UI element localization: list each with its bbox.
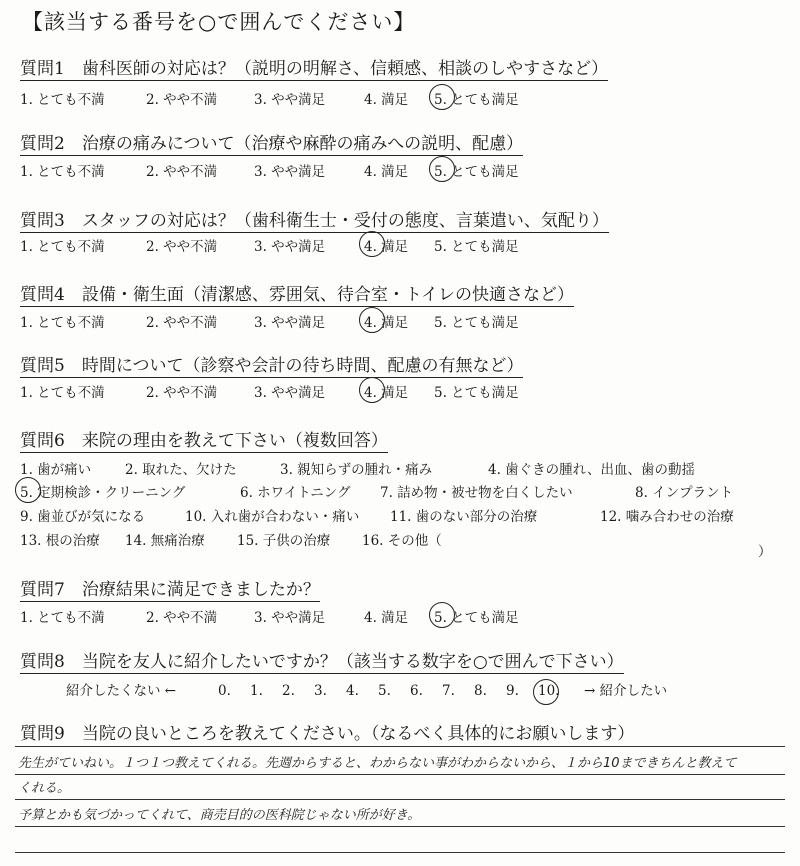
q4-option-1[interactable]: 1. とても不満 — [20, 315, 105, 331]
q8-score-1[interactable]: 1. — [250, 683, 263, 699]
q9-answer-line-2[interactable]: くれる。 — [18, 781, 71, 796]
q7-option-5-selected[interactable]: 5. とても満足 — [434, 606, 519, 626]
q8-score-6[interactable]: 6. — [410, 683, 423, 699]
q6-option-11[interactable]: 11. 歯のない部分の治療 — [390, 509, 538, 525]
q9-answer-line-1[interactable]: 先生がていねい。１つ１つ教えてくれる。先週からすると、わからない事がわからないから、１から10まできちんと教えて — [18, 756, 737, 771]
question-4-options — [20, 311, 519, 331]
q6-row-3 — [20, 505, 734, 525]
q9-answer-line-3[interactable]: 予算とかも気づかってくれて、商売目的の医科院じゃない所が好き。 — [18, 808, 421, 823]
q6-option-15[interactable]: 15. 子供の治療 — [237, 533, 331, 549]
answer-line-2 — [15, 774, 785, 775]
page-title: 【該当する番号を○で囲んでください】 — [22, 10, 416, 34]
question-3-options — [20, 235, 519, 255]
q8-score-10-selected[interactable]: 10. — [538, 683, 584, 699]
q3-option-3[interactable]: 3. やや満足 — [254, 239, 326, 255]
question-5-options — [20, 381, 519, 401]
q7-option-3[interactable]: 3. やや満足 — [254, 610, 326, 626]
q6-option-10[interactable]: 10. 入れ歯が合わない・痛い — [185, 509, 360, 525]
q2-option-2[interactable]: 2. やや不満 — [146, 164, 218, 180]
q6-row-2 — [20, 481, 733, 501]
q3-option-1[interactable]: 1. とても不満 — [20, 239, 105, 255]
q8-scale — [66, 679, 667, 699]
q1-option-2[interactable]: 2. やや不満 — [146, 92, 218, 108]
q6-option-1[interactable]: 1. 歯が痛い — [20, 462, 92, 478]
question-1-label: 質問1 歯科医師の対応は？（説明の明解さ、信頼感、相談のしやすさなど） — [20, 54, 608, 81]
question-8-label: 質問8 当院を友人に紹介したいですか？（該当する数字を○で囲んで下さい） — [20, 647, 624, 674]
q4-option-3[interactable]: 3. やや満足 — [254, 315, 326, 331]
q8-score-5[interactable]: 5. — [378, 683, 391, 699]
q8-score-0[interactable]: 0. — [218, 683, 231, 699]
q6-option-4[interactable]: 4. 歯ぐきの腫れ、出血、歯の動揺 — [488, 462, 695, 478]
q3-option-2[interactable]: 2. やや不満 — [146, 239, 218, 255]
q5-option-1[interactable]: 1. とても不満 — [20, 385, 105, 401]
q6-row-1 — [20, 458, 695, 478]
q5-option-3[interactable]: 3. やや満足 — [254, 385, 326, 401]
q6-option-16[interactable]: 16. その他（ — [362, 533, 442, 549]
q3-option-4-selected[interactable]: 4. 満足 — [364, 235, 434, 255]
q8-score-8[interactable]: 8. — [474, 683, 487, 699]
q8-left-label: 紹介したくない ← — [66, 683, 177, 699]
question-3-label: 質問3 スタッフの対応は？（歯科衛生士・受付の態度、言葉遣い、気配り） — [20, 206, 609, 233]
question-2-label: 質問2 治療の痛みについて（治療や麻酔の痛みへの説明、配慮） — [20, 129, 523, 156]
q8-score-7[interactable]: 7. — [442, 683, 455, 699]
question-7-options — [20, 606, 519, 626]
q6-option-6[interactable]: 6. ホワイトニング — [240, 485, 351, 501]
q3-option-5[interactable]: 5. とても満足 — [434, 239, 519, 255]
answer-line-4 — [15, 826, 785, 827]
question-5-label: 質問5 時間について（診察や会計の待ち時間、配慮の有無など） — [20, 351, 523, 378]
q1-option-3[interactable]: 3. やや満足 — [254, 92, 326, 108]
q5-option-2[interactable]: 2. やや不満 — [146, 385, 218, 401]
q6-option-7[interactable]: 7. 詰め物・被せ物を白くしたい — [380, 485, 573, 501]
answer-line-3 — [15, 799, 785, 800]
q6-row-4 — [20, 529, 442, 549]
q4-option-5[interactable]: 5. とても満足 — [434, 315, 519, 331]
q6-option-14[interactable]: 14. 無痛治療 — [125, 533, 205, 549]
q2-option-3[interactable]: 3. やや満足 — [254, 164, 326, 180]
q6-option-13[interactable]: 13. 根の治療 — [20, 533, 100, 549]
q6-option-12[interactable]: 12. 噛み合わせの治療 — [600, 509, 734, 525]
q2-option-1[interactable]: 1. とても不満 — [20, 164, 105, 180]
question-9-label: 質問9 当院の良いところを教えてください。（なるべく具体的にお願いします） — [20, 724, 635, 744]
answer-line-1 — [15, 746, 785, 747]
q5-option-4-selected[interactable]: 4. 満足 — [364, 381, 434, 401]
q5-option-5[interactable]: 5. とても満足 — [434, 385, 519, 401]
q4-option-2[interactable]: 2. やや不満 — [146, 315, 218, 331]
question-2-options — [20, 160, 519, 180]
q7-option-2[interactable]: 2. やや不満 — [146, 610, 218, 626]
question-7-label: 質問7 治療結果に満足できましたか？ — [20, 575, 320, 602]
q8-score-3[interactable]: 3. — [314, 683, 327, 699]
q6-option-9[interactable]: 9. 歯並びが気になる — [20, 509, 146, 525]
q1-option-4[interactable]: 4. 満足 — [364, 92, 409, 108]
q2-option-5-selected[interactable]: 5. とても満足 — [434, 160, 519, 180]
q2-option-4[interactable]: 4. 満足 — [364, 164, 409, 180]
q6-option-2[interactable]: 2. 取れた、欠けた — [125, 462, 237, 478]
question-6-label: 質問6 来院の理由を教えて下さい（複数回答） — [20, 426, 388, 453]
q8-right-label: → 紹介したい — [584, 683, 668, 699]
q8-score-2[interactable]: 2. — [282, 683, 295, 699]
q1-option-1[interactable]: 1. とても不満 — [20, 92, 105, 108]
q6-option-3[interactable]: 3. 親知らずの腫れ・痛み — [280, 462, 433, 478]
q8-score-9[interactable]: 9. — [506, 683, 519, 699]
q6-other-close-paren: ） — [758, 544, 772, 560]
q6-option-5-selected[interactable]: 5. 定期検診・クリーニング — [20, 481, 240, 501]
q7-option-1[interactable]: 1. とても不満 — [20, 610, 105, 626]
question-4-label: 質問4 設備・衛生面（清潔感、雰囲気、待合室・トイレの快適さなど） — [20, 280, 574, 307]
q7-option-4[interactable]: 4. 満足 — [364, 610, 409, 626]
q4-option-4-selected[interactable]: 4. 満足 — [364, 311, 434, 331]
q1-option-5-selected[interactable]: 5. とても満足 — [434, 88, 519, 108]
answer-line-5 — [15, 852, 785, 853]
q8-score-4[interactable]: 4. — [346, 683, 359, 699]
question-1-options — [20, 88, 519, 108]
q6-option-8[interactable]: 8. インプラント — [635, 485, 734, 501]
